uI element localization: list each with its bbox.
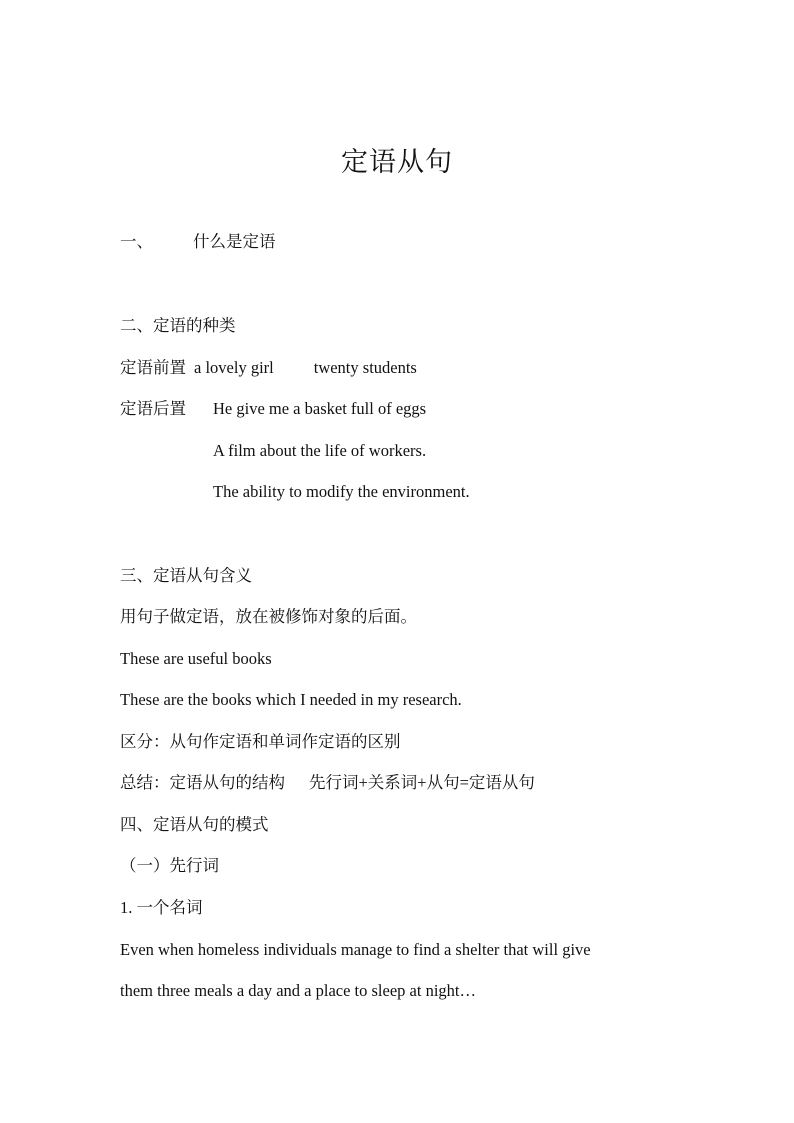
definition-text: 用句子做定语，放在被修饰对象的后面。 [120,607,417,626]
section-1-heading [120,231,276,253]
section-4-heading: 四、定语从句的模式 [120,815,269,834]
section-3-heading: 三、定语从句含义 [120,566,252,585]
section-1-number: 一、 [120,232,153,251]
list-item-1: 1. 一个名词 [120,898,203,917]
pre-attributive-row [120,357,417,379]
summary-row [120,772,535,794]
section-2-heading: 二、定语的种类 [120,316,236,335]
post-attributive-example-1: He give me a basket full of eggs [213,399,427,418]
example-paragraph-line-2: them three meals a day and a place to sleep at night… [120,981,476,1000]
example-sentence-1: These are useful books [120,649,272,668]
example-paragraph-line-1: Even when homeless individuals manage to find a shelter that will give [120,940,591,959]
post-attributive-row [120,398,426,420]
subsection-1-heading: （一）先行词 [120,856,219,875]
section-1-title: 什么是定语 [193,232,276,251]
post-attributive-label: 定语后置 [120,399,186,418]
example-sentence-2: These are the books which I needed in my research. [120,690,462,709]
summary-label: 总结：定语从句的结构 [120,773,285,792]
distinguish-text: 区分：从句作定语和单词作定语的区别 [120,732,401,751]
page-title: 定语从句 [341,147,453,177]
post-attributive-example-2: A film about the life of workers. [213,441,427,460]
pre-attributive-example-2: twenty students [313,358,417,377]
summary-formula: 先行词+关系词+从句=定语从句 [309,773,535,792]
post-attributive-example-3: The ability to modify the environment. [213,482,470,501]
pre-attributive-label: 定语前置 [120,358,186,377]
pre-attributive-example-1: a lovely girl [194,358,274,377]
